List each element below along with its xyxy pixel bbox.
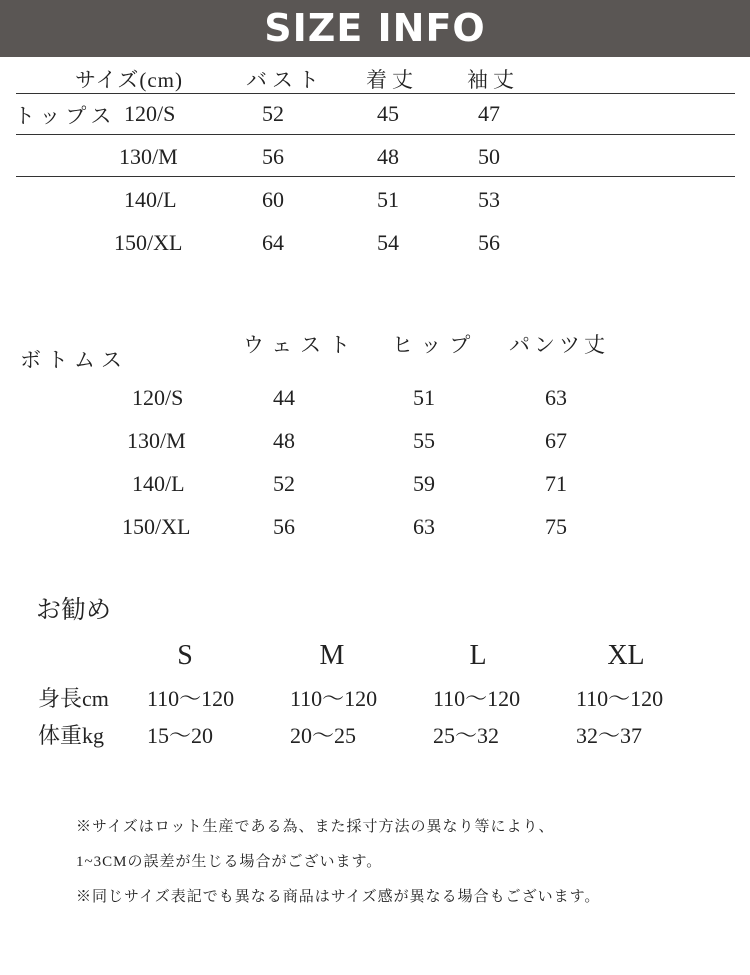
note-line: ※同じサイズ表記でも異なる商品はサイズ感が異なる場合もございます。 bbox=[76, 889, 601, 905]
note-line: 1~3CMの誤差が生じる場合がございます。 bbox=[76, 854, 383, 870]
table-cell: 44 bbox=[273, 385, 295, 410]
table-cell: 67 bbox=[545, 428, 567, 453]
tops-header-bust: バスト bbox=[246, 68, 324, 92]
recommend-size-m: M bbox=[319, 640, 345, 671]
table-cell: 32〜37 bbox=[576, 723, 643, 748]
table-cell: 54 bbox=[377, 230, 399, 255]
bottoms-section-label: ボトムス bbox=[20, 348, 128, 372]
table-cell: 15〜20 bbox=[147, 723, 214, 748]
table-cell: 150/XL bbox=[122, 514, 191, 539]
table-cell: 140/L bbox=[124, 187, 177, 212]
recommend-title: お勧め bbox=[36, 597, 112, 624]
tops-section-label: トップス bbox=[14, 104, 117, 128]
bottoms-header-waist: ウェスト bbox=[243, 333, 359, 357]
table-cell: 140/L bbox=[132, 471, 185, 496]
table-cell: 75 bbox=[545, 514, 567, 539]
table-cell: 60 bbox=[262, 187, 284, 212]
table-cell: 110〜120 bbox=[147, 686, 235, 711]
table-cell: 50 bbox=[478, 144, 500, 169]
table-cell: 56 bbox=[262, 144, 284, 169]
recommend-size-s: S bbox=[177, 640, 193, 671]
note-line: ※サイズはロット生産である為、また採寸方法の異なり等により、 bbox=[76, 819, 555, 835]
table-cell: 53 bbox=[478, 187, 500, 212]
table-cell: 150/XL bbox=[114, 230, 183, 255]
table-cell: 63 bbox=[545, 385, 567, 410]
table-cell: 64 bbox=[262, 230, 284, 255]
table-cell: 51 bbox=[377, 187, 399, 212]
recommend-height-label: 身長cm bbox=[38, 686, 109, 711]
table-cell: 59 bbox=[413, 471, 435, 496]
table-cell: 52 bbox=[273, 471, 295, 496]
bottoms-header-pants-length: パンツ丈 bbox=[509, 333, 609, 357]
table-cell: 110〜120 bbox=[290, 686, 378, 711]
table-cell: 110〜120 bbox=[576, 686, 664, 711]
table-cell: 55 bbox=[413, 428, 435, 453]
table-cell: 120/S bbox=[132, 385, 184, 410]
table-cell: 20〜25 bbox=[290, 723, 357, 748]
tops-divider bbox=[16, 134, 735, 135]
tops-header-sleeve: 袖丈 bbox=[467, 68, 519, 92]
table-cell: 48 bbox=[273, 428, 295, 453]
table-cell: 52 bbox=[262, 101, 284, 126]
table-cell: 130/M bbox=[119, 144, 178, 169]
tops-divider bbox=[16, 93, 735, 94]
table-cell: 110〜120 bbox=[433, 686, 521, 711]
tops-header-length: 着丈 bbox=[366, 68, 418, 92]
recommend-size-l: L bbox=[469, 640, 487, 671]
table-cell: 48 bbox=[377, 144, 399, 169]
bottoms-header-hip: ヒップ bbox=[392, 333, 479, 357]
table-cell: 130/M bbox=[127, 428, 186, 453]
table-cell: 51 bbox=[413, 385, 435, 410]
table-cell: 56 bbox=[478, 230, 500, 255]
table-cell: 71 bbox=[545, 471, 567, 496]
table-cell: 47 bbox=[478, 101, 500, 126]
table-cell: 63 bbox=[413, 514, 435, 539]
recommend-size-xl: XL bbox=[607, 640, 645, 671]
recommend-weight-label: 体重kg bbox=[38, 723, 105, 748]
page-title: SIZE INFO bbox=[264, 6, 486, 50]
tops-divider bbox=[16, 176, 735, 177]
table-cell: 45 bbox=[377, 101, 399, 126]
tops-header-size: サイズ(cm) bbox=[75, 68, 183, 92]
table-cell: 120/S bbox=[124, 101, 176, 126]
table-cell: 25〜32 bbox=[433, 723, 500, 748]
table-cell: 56 bbox=[273, 514, 295, 539]
